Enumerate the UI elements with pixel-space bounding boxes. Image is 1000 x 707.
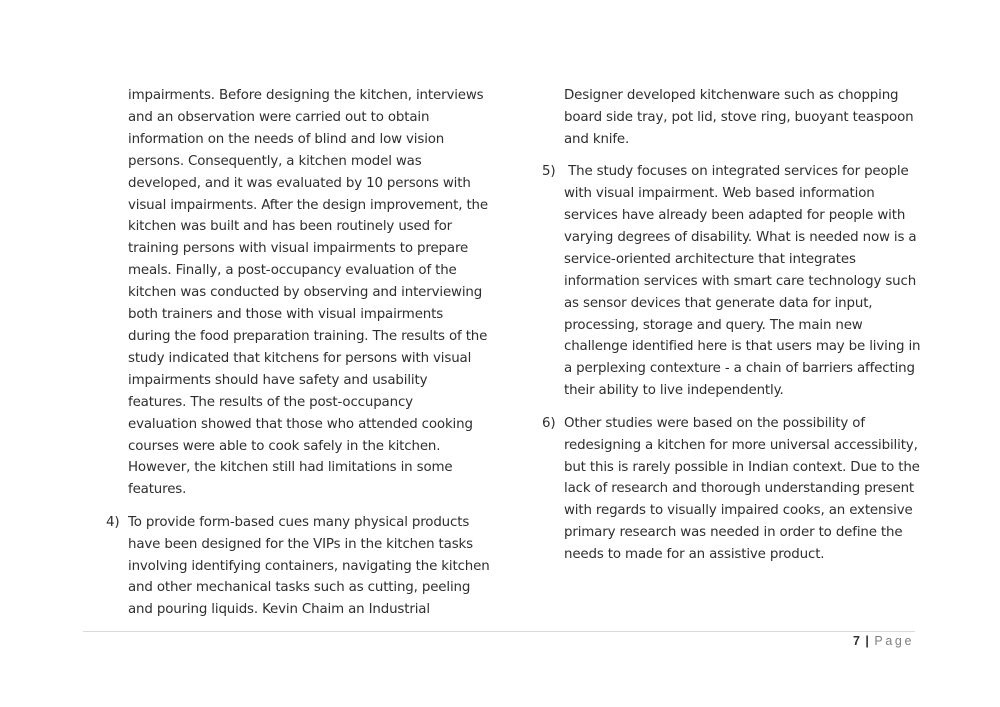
text-line: developed, and it was evaluated by 10 persons with — [128, 175, 471, 191]
text-line: study indicated that kitchens for persons with visual — [128, 350, 472, 366]
page-number: 7 — [852, 634, 860, 648]
text-line: visual impairments. After the design improvement, the — [128, 197, 488, 213]
list-item-5 — [542, 161, 924, 402]
text-line: and knife. — [564, 131, 630, 147]
text-line: primary research was needed in order to define the — [564, 525, 903, 541]
text-line: The study focuses on integrated services for people — [564, 164, 909, 180]
text-line: during the food preparation training. The results of the — [128, 328, 488, 344]
list-number: 6) — [542, 415, 556, 431]
text-line: kitchen was conducted by observing and interviewing — [128, 285, 483, 301]
text-line: and an observation were carried out to obtain — [128, 109, 430, 125]
text-line: involving identifying containers, navigating the kitchen — [128, 558, 490, 574]
footer-separator: | — [865, 634, 869, 648]
text-line: but this is rarely possible in Indian context. Due to the — [564, 459, 920, 475]
left-column — [106, 85, 490, 621]
list-number: 5) — [542, 164, 556, 180]
text-line: with regards to visually impaired cooks, an extensive — [564, 503, 913, 519]
text-line: as sensor devices that generate data for input, — [564, 295, 873, 311]
list-number: 4) — [106, 514, 120, 530]
text-line: information on the needs of blind and low vision — [128, 131, 445, 147]
text-line: board side tray, pot lid, stove ring, buoyant teaspoon — [564, 109, 914, 125]
text-line: persons. Consequently, a kitchen model was — [128, 153, 422, 169]
text-line: processing, storage and query. The main new — [564, 317, 863, 333]
list-item-4 — [106, 512, 490, 622]
list-item-6 — [542, 413, 924, 566]
text-line: kitchen was built and has been routinely used for — [128, 219, 452, 235]
page-footer — [853, 633, 914, 649]
text-line: and other mechanical tasks such as cutting, peeling — [128, 580, 471, 596]
footer-divider — [83, 631, 915, 632]
text-line: a perplexing contexture - a chain of barriers affecting — [564, 361, 915, 377]
text-line: their ability to live independently. — [564, 383, 784, 399]
text-line: To provide form-based cues many physical products — [128, 514, 470, 530]
page-label: Page — [874, 634, 914, 648]
text-line: courses were able to cook safely in the kitchen. — [128, 438, 441, 454]
text-line: information services with smart care technology such — [564, 273, 917, 289]
text-line: service-oriented architecture that integrates — [564, 251, 856, 267]
text-line: impairments. Before designing the kitchen, interviews — [128, 88, 484, 103]
list-item-4-continuation — [564, 85, 924, 151]
right-column — [542, 85, 924, 566]
text-line: services have already been adapted for people with — [564, 208, 906, 224]
text-line: Designer developed kitchenware such as chopping — [564, 88, 899, 103]
text-line: meals. Finally, a post-occupancy evaluation of the — [128, 263, 457, 279]
text-line: impairments should have safety and usability — [128, 372, 428, 388]
text-line: and pouring liquids. Kevin Chaim an Industrial — [128, 602, 430, 618]
text-line: varying degrees of disability. What is needed now is a — [564, 229, 917, 245]
text-line: training persons with visual impairments to prepare — [128, 241, 469, 257]
text-line: with visual impairment. Web based information — [564, 186, 875, 202]
text-line: have been designed for the VIPs in the kitchen tasks — [128, 536, 473, 552]
text-line: both trainers and those with visual impairments — [128, 307, 444, 323]
text-line: features. — [128, 482, 187, 498]
text-line: evaluation showed that those who attended cooking — [128, 416, 473, 432]
text-line: features. The results of the post-occupancy — [128, 394, 413, 410]
text-line: lack of research and thorough understanding present — [564, 481, 915, 497]
text-line: However, the kitchen still had limitations in some — [128, 460, 453, 476]
text-line: redesigning a kitchen for more universal accessibility, — [564, 437, 918, 453]
text-line: needs to made for an assistive product. — [564, 547, 825, 563]
text-line: challenge identified here is that users may be living in — [564, 339, 921, 355]
paragraph-continuation — [128, 85, 488, 501]
text-line: Other studies were based on the possibility of — [564, 415, 865, 431]
